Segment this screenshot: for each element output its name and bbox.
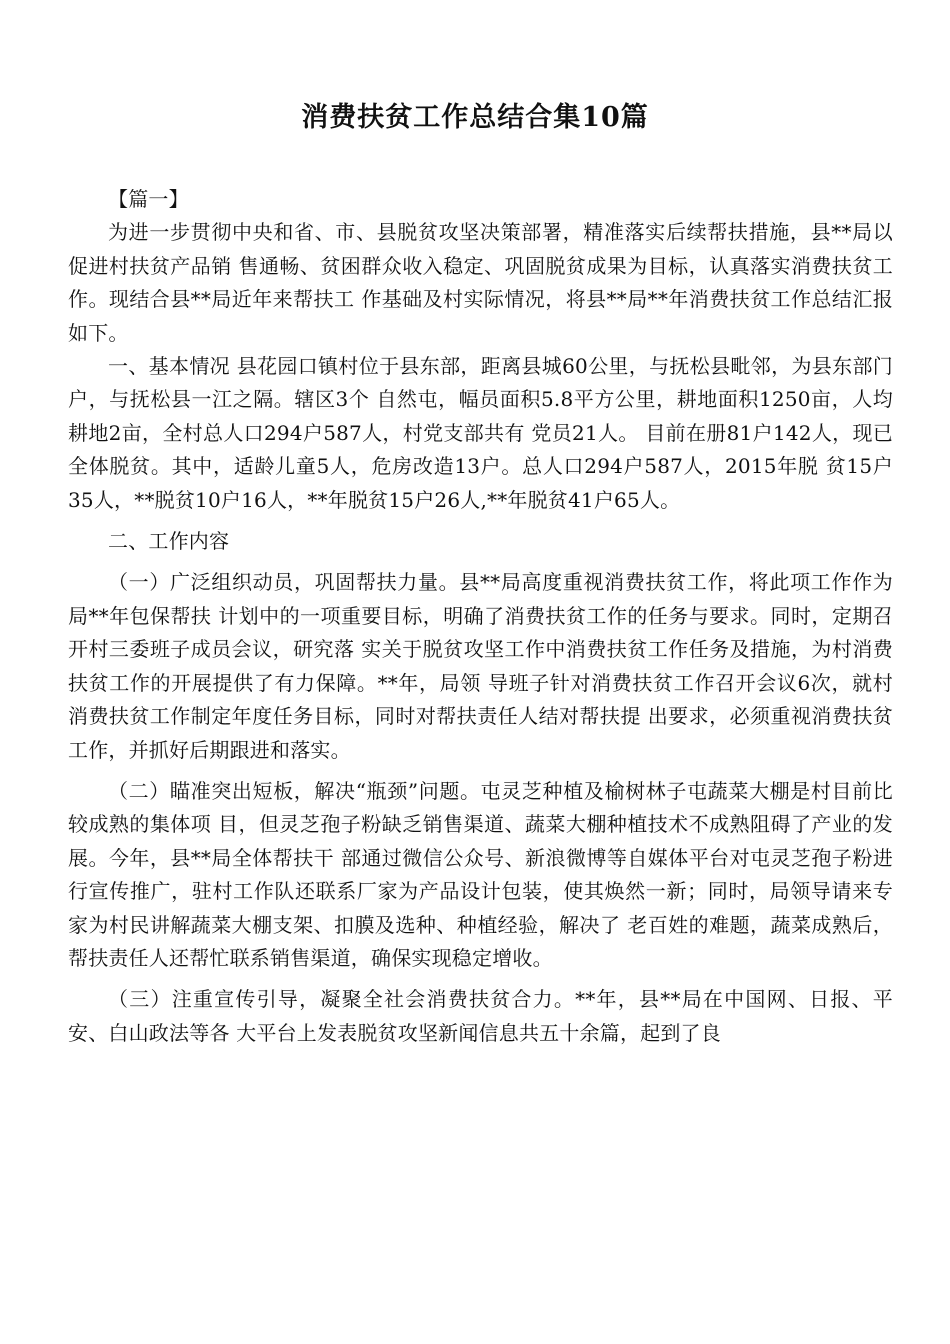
paragraph-intro: 为进一步贯彻中央和省、市、县脱贫攻坚决策部署，精准落实后续帮扶措施，县**局以促进村扶贫产品销 售通畅、贫困群众收入稳定、巩固脱贫成果为目标，认真落实消费扶贫工作。现结合县**局近年来帮扶工 作基础及村实际情况，将县**局**年消费扶贫工作总结汇报如下。 — [68, 220, 893, 345]
document-title: 消费扶贫工作总结合集10篇 — [301, 102, 649, 133]
paragraph-item-1: （一）广泛组织动员，巩固帮扶力量。县**局高度重视消费扶贫工作，将此项工作作为局**年包保帮扶 计划中的一项重要目标，明确了消费扶贫工作的任务与要求。同时，定期召开村三委班子成员会议，研究落 实关于脱贫攻坚工作中消费扶贫工作任务及措施，为村消费扶贫工作的开展提供了有力保障。**年，局领 导班子针对消费扶贫工作召开会议6次，就村消费扶贫工作制定年度任务目标，同时对帮扶责任人结对帮扶提 出要求，必须重视消费扶贫工作，并抓好后期跟进和落实。 — [68, 570, 893, 762]
paragraph-item-3: （三）注重宣传引导，凝聚全社会消费扶贫合力。**年，县**局在中国网、日报、平安、白山政法等各 大平台上发表脱贫攻坚新闻信息共五十余篇，起到了良 — [68, 987, 893, 1045]
paragraph-item-2: （二）瞄准突出短板，解决“瓶颈”问题。屯灵芝种植及榆树林子屯蔬菜大棚是村目前比较成熟的集体项 目，但灵芝孢子粉缺乏销售渠道、蔬菜大棚种植技术不成熟阻碍了产业的发展。今年，县**局全体帮扶干 部通过微信公众号、新浪微博等自媒体平台对屯灵芝孢子粉进行宣传推广，驻村工作队还联系厂家为产品设计包装，使其焕然一新；同时，局领导请来专家为村民讲解蔬菜大棚支架、扣膜及选种、种植经验，解决了 老百姓的难题，蔬菜成熟后，帮扶责任人还帮忙联系销售渠道，确保实现稳定增收。 — [68, 778, 893, 970]
section-label: 【篇一】 — [108, 187, 189, 211]
document-body — [68, 183, 893, 1050]
section-heading-work-content: 二、工作内容 — [108, 529, 230, 554]
paragraph-basic-situation: 一、基本情况 县花园口镇村位于县东部，距离县城60公里，与抚松县毗邻，为县东部门户，与抚松县一江之隔。辖区3个 自然屯，幅员面积5.8平方公里，耕地面积1250亩，人均耕地2亩，全村总人口294户587人，村党支部共有 党员21人。 目前在册81户142人，现已全体脱贫。其中，适龄儿童5人，危房改造13户。总人口294户587人，2015年脱 贫15户35人，**脱贫10户16人，**年脱贫15户26人,**年脱贫41户65人。 — [68, 354, 893, 512]
